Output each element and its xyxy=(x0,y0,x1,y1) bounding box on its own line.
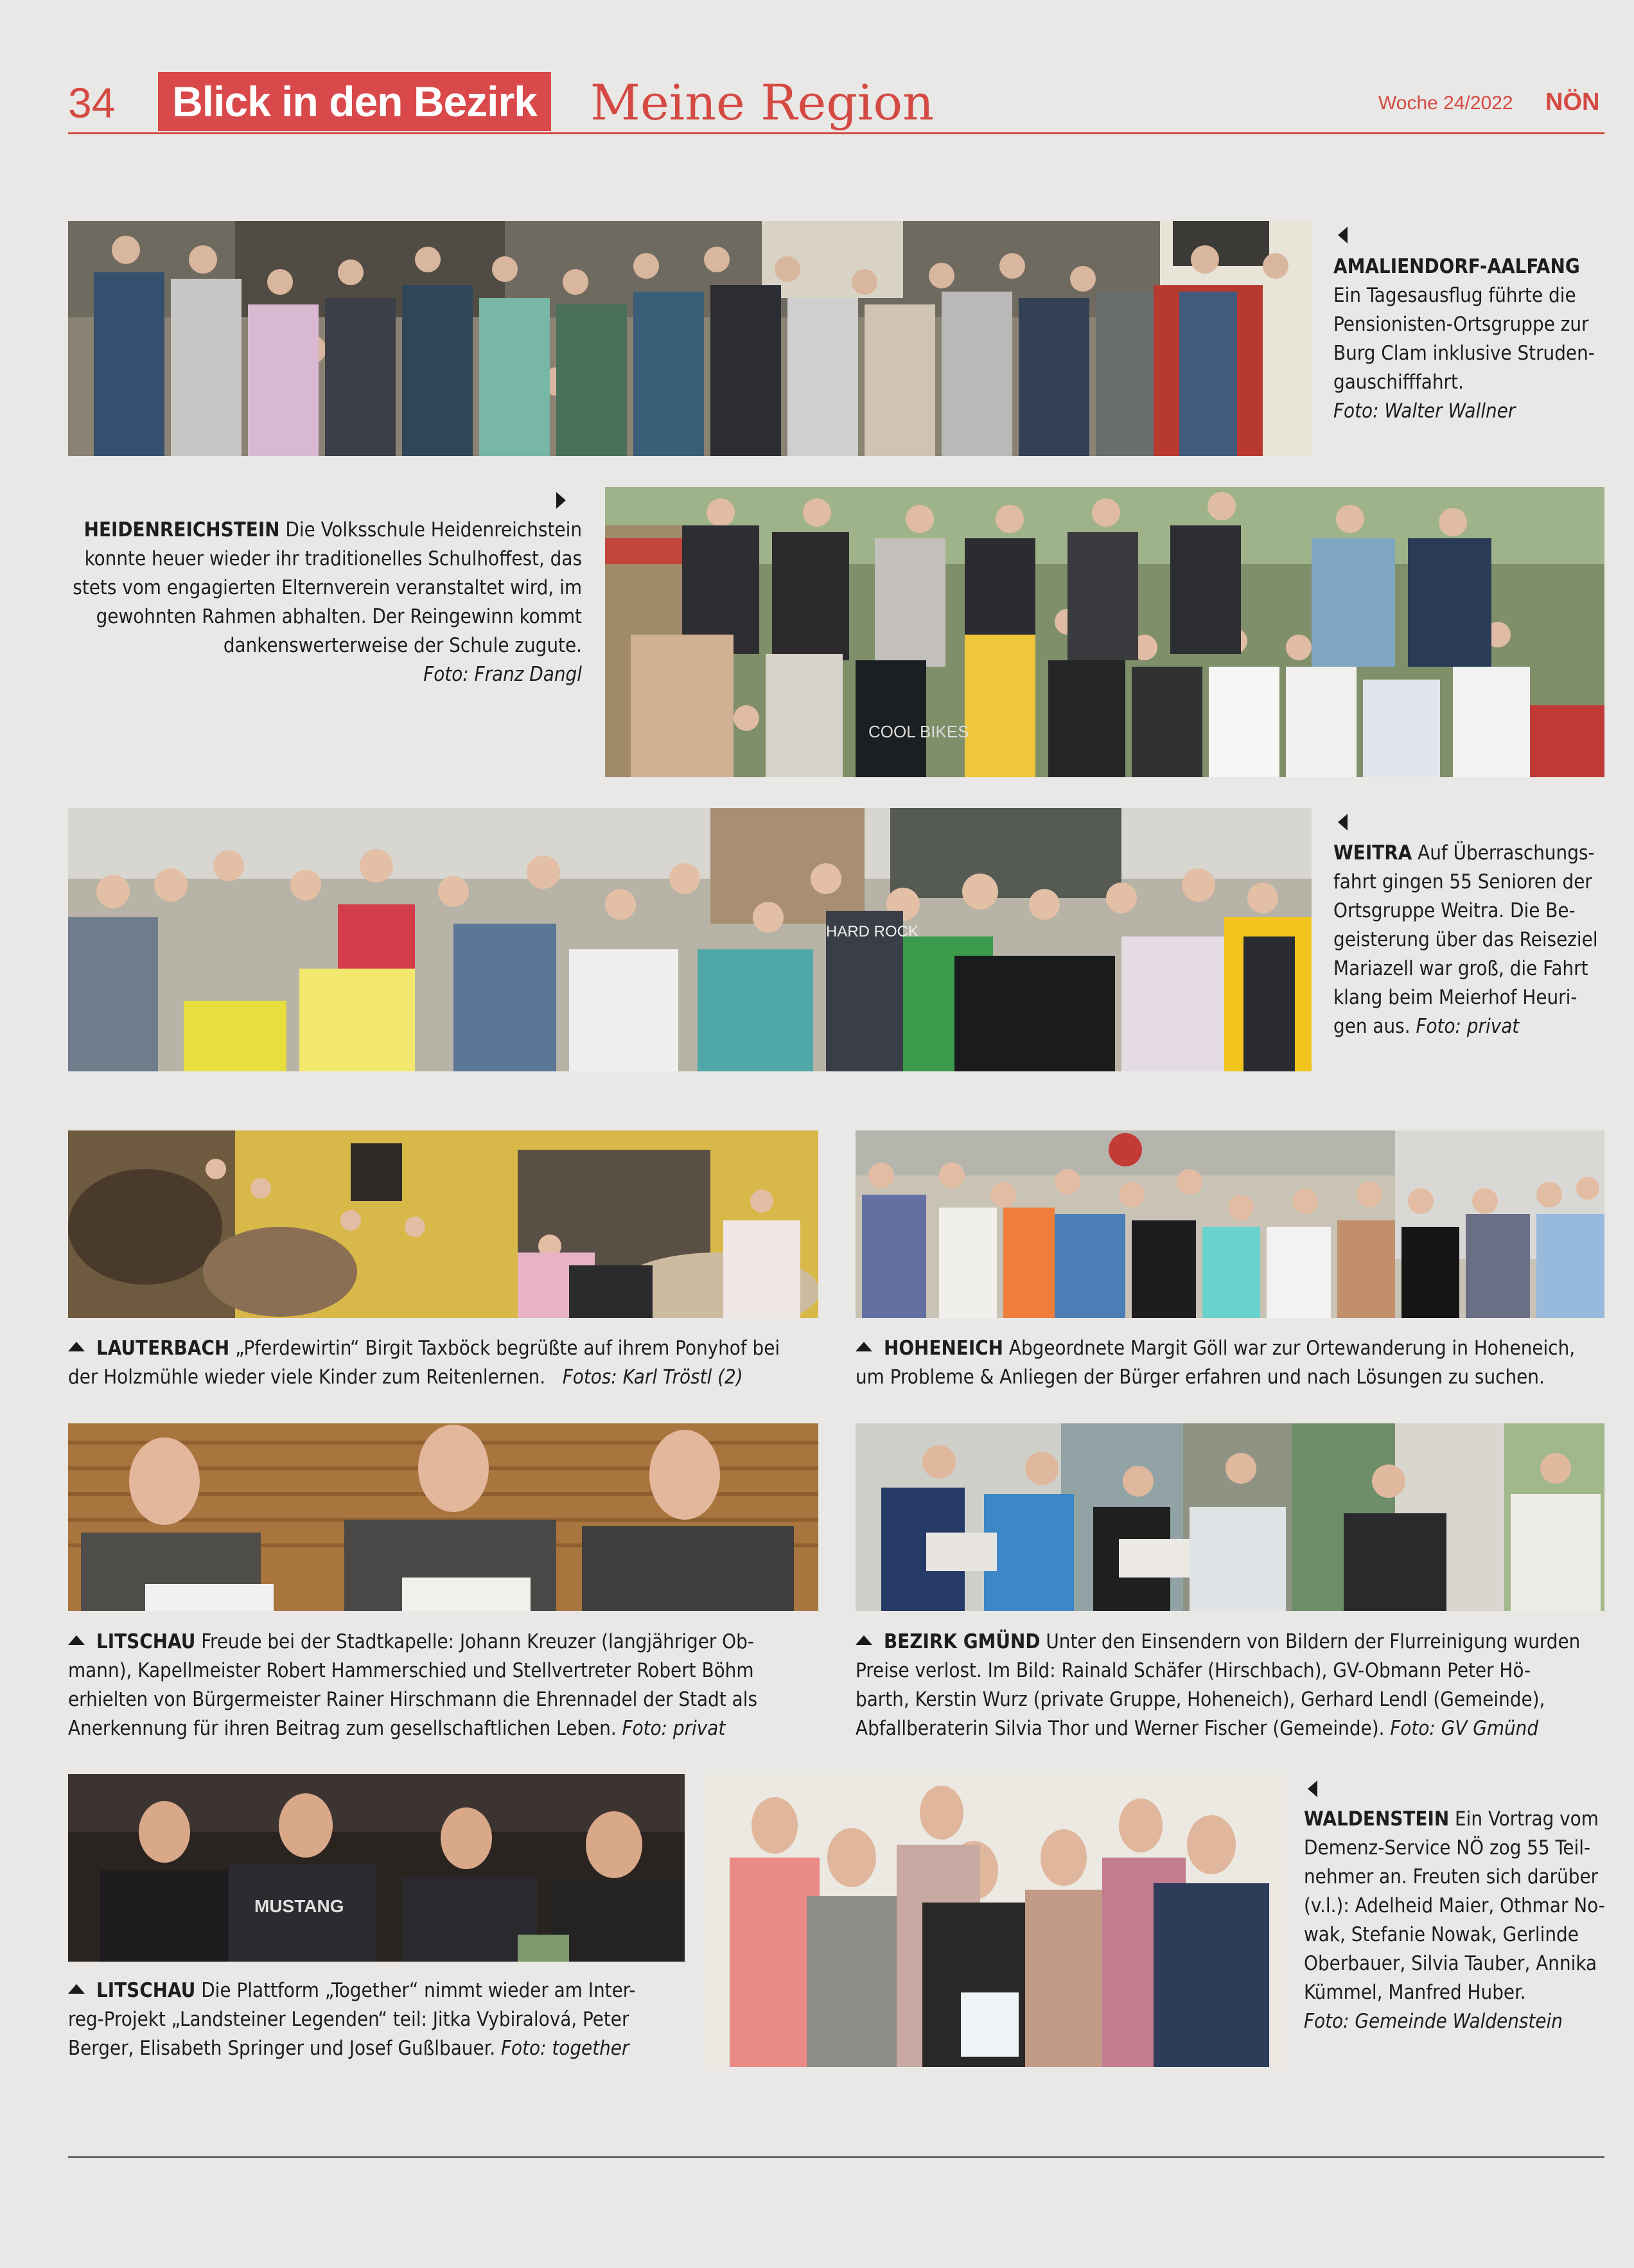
caption-text: reg-Projekt „Landsteiner Legenden“ teil: Jitka Vybiralová, Peter xyxy=(68,2008,629,2031)
left-pointer-icon xyxy=(1338,227,1348,243)
caption-text: konnte heuer wieder ihr traditionelles Schulhoffest, das xyxy=(84,547,582,570)
page-number: 34 xyxy=(68,79,116,127)
photo-credit: Foto: Walter Wallner xyxy=(1333,400,1516,423)
caption-text: Ein Vortrag vom xyxy=(1455,1807,1599,1831)
caption-text: nehmer an. Freuten sich darüber xyxy=(1304,1865,1599,1888)
photo-credit: Foto: Gemeinde Waldenstein xyxy=(1304,2010,1563,2033)
caption-text: Kümmel, Manfred Huber. xyxy=(1304,1981,1526,2004)
photo-credit: Foto: privat xyxy=(622,1717,726,1740)
up-pointer-icon xyxy=(68,1635,85,1645)
section-subtitle: Meine Region xyxy=(590,74,935,131)
up-pointer-icon xyxy=(68,1984,85,1994)
caption-heidenreichstein xyxy=(64,516,582,689)
photo-credit: Foto: GV Gmünd xyxy=(1390,1717,1539,1740)
photo-credit: Foto: Franz Dangl xyxy=(423,663,582,686)
caption-text: geisterung über das Reiseziel xyxy=(1333,928,1598,951)
photo-litschau-together xyxy=(68,1774,685,1962)
publication-logo: NÖN xyxy=(1545,89,1600,116)
photo-credit: Fotos: Karl Tröstl (2) xyxy=(562,1366,743,1389)
caption-place: HOHENEICH xyxy=(884,1337,1004,1360)
caption-text: Ortsgruppe Weitra. Die Be- xyxy=(1333,899,1576,922)
caption-text: fahrt gingen 55 Senioren der xyxy=(1333,870,1592,893)
caption-text: Demenz-Service NÖ zog 55 Teil- xyxy=(1304,1836,1591,1859)
caption-amaliendorf xyxy=(1333,252,1616,426)
caption-waldenstein xyxy=(1304,1805,1619,2036)
photo-weitra-seniors xyxy=(68,808,1312,1071)
caption-text: Mariazell war groß, die Fahrt xyxy=(1333,957,1588,980)
caption-place: AMALIENDORF-AALFANG xyxy=(1333,255,1580,278)
photo-credit: Foto: together xyxy=(500,2037,629,2060)
caption-text: dankenswerterweise der Schule zugute. xyxy=(223,634,582,657)
footer-rule xyxy=(68,2156,1604,2158)
photo-amaliendorf-group xyxy=(68,221,1312,456)
caption-text: Preise verlost. Im Bild: Rainald Schäfer (Hirschbach), GV-Obmann Peter Hö- xyxy=(856,1659,1531,1682)
caption-text: Unter den Einsendern von Bildern der Flurreinigung wurden xyxy=(1046,1630,1581,1653)
caption-text: wak, Stefanie Nowak, Gerlinde xyxy=(1304,1923,1579,1946)
photo-lauterbach-ponyhof xyxy=(68,1130,818,1318)
caption-place: LAUTERBACH xyxy=(96,1337,230,1360)
issue-week: Woche 24/2022 xyxy=(1378,92,1513,114)
section-title: Blick in den Bezirk xyxy=(158,72,551,131)
caption-text: mann), Kapellmeister Robert Hammerschied und Stellvertreter Robert Böhm xyxy=(68,1659,754,1682)
left-pointer-icon xyxy=(1338,814,1348,831)
photo-gmuend-flurreinigung xyxy=(856,1423,1604,1611)
up-pointer-icon xyxy=(68,1342,85,1351)
caption-text: klang beim Meierhof Heuri- xyxy=(1333,986,1577,1009)
caption-text: Burg Clam inklusive Struden- xyxy=(1333,342,1595,365)
caption-text: Die Plattform „Together“ nimmt wieder am Inter- xyxy=(201,1979,636,2002)
caption-text: Freude bei der Stadtkapelle: Johann Kreuzer (langjähriger Ob- xyxy=(201,1630,754,1653)
caption-place: BEZIRK GMÜND xyxy=(884,1630,1041,1653)
shirt-print-text: MUSTANG xyxy=(254,1896,344,1916)
left-pointer-icon xyxy=(1308,1780,1317,1797)
caption-bezirk-gmuend xyxy=(856,1628,1610,1743)
shirt-print-text: COOL BIKES xyxy=(868,722,969,741)
caption-text: Die Volksschule Heidenreichstein xyxy=(285,518,582,541)
caption-place: LITSCHAU xyxy=(96,1979,196,2002)
caption-place: WALDENSTEIN xyxy=(1304,1807,1450,1831)
caption-litschau-stadtkapelle xyxy=(68,1628,823,1743)
photo-litschau-stadtkapelle xyxy=(68,1423,818,1611)
caption-text: „Pferdewirtin“ Birgit Taxböck begrüßte auf ihrem Ponyhof bei xyxy=(235,1337,780,1360)
caption-text: stets vom engagierten Elternverein veranstaltet wird, im xyxy=(73,576,582,599)
caption-place: WEITRA xyxy=(1333,841,1412,865)
caption-text: erhielten von Bürgermeister Rainer Hirschmann die Ehrennadel der Stadt als xyxy=(68,1688,758,1711)
up-pointer-icon xyxy=(856,1635,872,1645)
caption-place: HEIDENREICHSTEIN xyxy=(83,518,280,541)
caption-text: Ein Tagesausflug führte die xyxy=(1333,284,1576,307)
photo-waldenstein-demenz xyxy=(704,1774,1287,2067)
caption-weitra xyxy=(1333,839,1616,1041)
caption-text: Oberbauer, Silvia Tauber, Annika xyxy=(1304,1952,1597,1975)
header-rule xyxy=(68,132,1604,134)
caption-text: barth, Kerstin Wurz (private Gruppe, Hoheneich), Gerhard Lendl (Gemeinde), xyxy=(856,1688,1545,1711)
caption-text: Anerkennung für ihren Beitrag zum gesellschaftlichen Leben. xyxy=(68,1717,617,1740)
caption-text: der Holzmühle wieder viele Kinder zum Reitenlernen. xyxy=(68,1366,546,1389)
up-pointer-icon xyxy=(856,1342,872,1351)
caption-litschau-together xyxy=(68,1976,691,2063)
caption-text: gauschifffahrt. xyxy=(1333,371,1464,394)
photo-heidenreichstein-school xyxy=(605,487,1604,777)
right-pointer-icon xyxy=(556,492,566,509)
caption-text: gen aus. xyxy=(1333,1015,1410,1038)
caption-text: Pensionisten-Ortsgruppe zur xyxy=(1333,313,1589,336)
caption-text: Abfallberaterin Silvia Thor und Werner Fischer (Gemeinde). xyxy=(856,1717,1385,1740)
caption-hoheneich xyxy=(856,1334,1607,1392)
caption-text: Abgeordnete Margit Göll war zur Ortewanderung in Hoheneich, xyxy=(1008,1337,1576,1360)
caption-text: (v.l.): Adelheid Maier, Othmar No- xyxy=(1304,1894,1605,1917)
caption-text: um Probleme & Anliegen der Bürger erfahren und nach Lösungen zu suchen. xyxy=(856,1366,1545,1389)
caption-text: gewohnten Rahmen abhalten. Der Reingewinn kommt xyxy=(96,605,582,628)
caption-text: Auf Überraschungs- xyxy=(1418,841,1595,865)
caption-place: LITSCHAU xyxy=(96,1630,196,1653)
shirt-print-text: HARD ROCK xyxy=(826,923,919,940)
photo-credit: Foto: privat xyxy=(1416,1015,1520,1038)
photo-hoheneich-walk xyxy=(856,1130,1604,1318)
caption-lauterbach xyxy=(68,1334,823,1392)
caption-text: Berger, Elisabeth Springer und Josef Gußlbauer. xyxy=(68,2037,496,2060)
